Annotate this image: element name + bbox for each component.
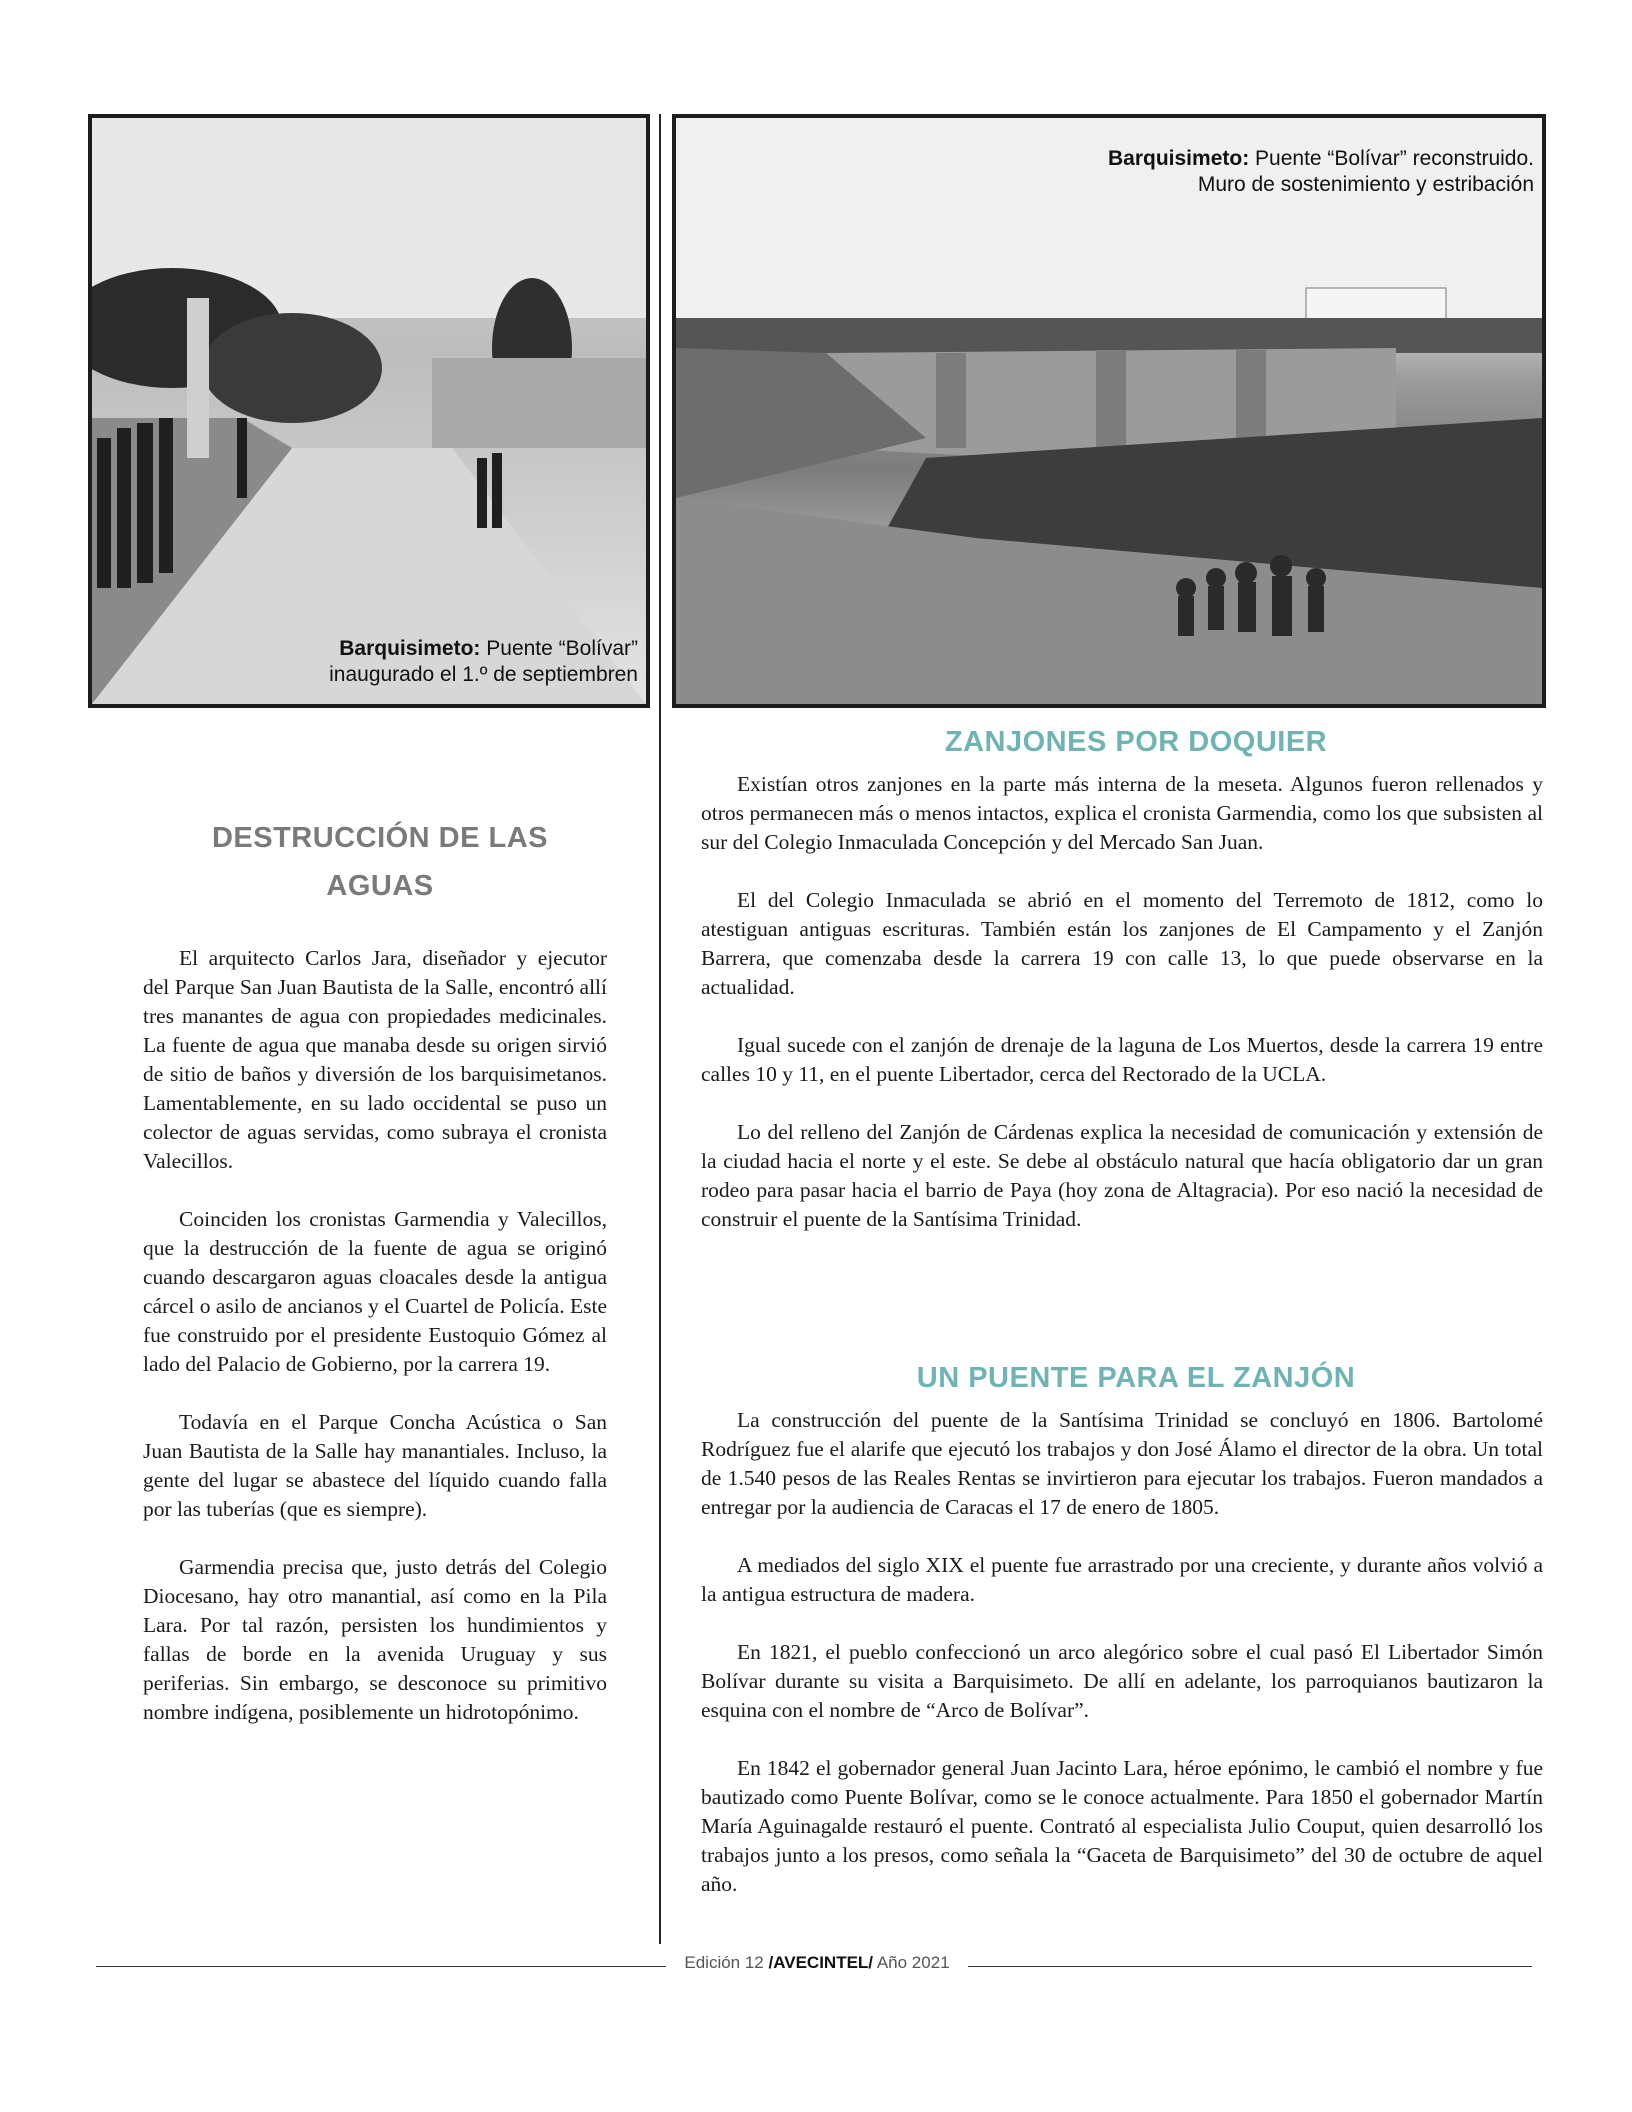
footer-magazine: /AVECINTEL/ [768, 1953, 874, 1972]
footer-rule-right [968, 1966, 1532, 1967]
heading-un-puente-para-el-zanjon: UN PUENTE PARA EL ZANJÓN [916, 1362, 1356, 1394]
left-paragraph: Coinciden los cronistas Garmendia y Valecillos, que la destrucción de la fuente de agua se originó cuando descargaron aguas cloacales desde la antigua cárcel o asilo de ancianos y el Cuartel de Policía. Este fue construido por el presidente Eustoquio Gómez al lado del Palacio de Gobierno, por la carrera 19. [143, 1207, 607, 1376]
right-paragraph: Existían otros zanjones en la parte más interna de la meseta. Algunos fueron rellenados y otros permanecen más o menos intactos, explica el cronista Garmendia, como los que subsisten al sur del Colegio Inmaculada Concepción y del Mercado San Juan. [701, 772, 1543, 854]
photo-puente-bolivar-reconstruido [672, 114, 1546, 708]
bridge-wall-illustration [676, 118, 1542, 704]
column-divider [659, 114, 661, 1944]
heading-left-line2: AGUAS [326, 870, 434, 902]
right-paragraph: En 1821, el pueblo confeccionó un arco alegórico sobre el cual pasó El Libertador Simón Bolívar durante su visita a Barquisimeto. De allí en adelante, los parroquianos bautizaron la esquina con el nombre de “Arco de Bolívar”. [701, 1640, 1543, 1722]
right-article-section-2 [701, 1406, 1543, 1928]
right-article-section-1 [701, 770, 1543, 1263]
left-paragraph: Todavía en el Parque Concha Acústica o San Juan Bautista de la Salle hay manantiales. Incluso, la gente del lugar se abastece del líquido cuando falla por las tuberías (que es siempre). [143, 1410, 607, 1521]
heading-zanjones-por-doquier: ZANJONES POR DOQUIER [944, 726, 1328, 758]
caption-right-place: Barquisimeto: [1108, 147, 1250, 170]
caption-left-line2: inaugurado el 1.º de septiembren [329, 663, 638, 686]
footer-year: Año 2021 [876, 1953, 950, 1972]
heading-left-line1: DESTRUCCIÓN DE LAS [211, 822, 549, 854]
right-paragraph: En 1842 el gobernador general Juan Jacinto Lara, héroe epónimo, le cambió el nombre y fue bautizado como Puente Bolívar, como se le conoce actualmente. Para 1850 el gobernador Martín María Aguinagalde restauró el puente. Contrató al especialista Julio Couput, quien desarrolló los trabajos junto a los presos, como señala la “Gaceta de Barquisimeto” del 30 de octubre de aquel año. [701, 1756, 1543, 1896]
page-footer [666, 1953, 968, 1973]
right-paragraph: Igual sucede con el zanjón de drenaje de la laguna de Los Muertos, desde la carrera 19 entre calles 10 y 11, en el puente Libertador, cerca del Rectorado de la UCLA. [701, 1033, 1543, 1086]
left-paragraph: Garmendia precisa que, justo detrás del Colegio Diocesano, hay otro manantial, así como en la Pila Lara. Por tal razón, persisten los hundimientos y fallas de borde en la avenida Uruguay y sus periferias. Sin embargo, se desconoce su primitivo nombre indígena, posiblemente un hidrotopónimo. [143, 1555, 607, 1724]
left-paragraph: El arquitecto Carlos Jara, diseñador y ejecutor del Parque San Juan Bautista de la Salle, encontró allí tres manantes de agua con propiedades medicinales. La fuente de agua que manaba desde su origen sirvió de sitio de baños y diversión de los barquisimetanos. Lamentablemente, en su lado occidental se puso un colector de aguas servidas, como subraya el cronista Valecillos. [143, 946, 607, 1173]
photo-caption-left [329, 636, 638, 688]
right-paragraph: Lo del relleno del Zanjón de Cárdenas explica la necesidad de comunicación y extensión de la ciudad hacia el norte y el este. Se debe al obstáculo natural que hacía obligatorio dar un gran rodeo para pasar hacia el barrio de Paya (hoy zona de Altagracia). Por eso nació la necesidad de construir el puente de la Santísima Trinidad. [701, 1120, 1543, 1231]
right-paragraph: El del Colegio Inmaculada se abrió en el momento del Terremoto de 1812, como lo atestiguan antiguas escrituras. También están los zanjones de El Campamento y el Zanjón Barrera, que comenzaba desde la carrera 19 con calle 13, lo que puede observarse en la actualidad. [701, 888, 1543, 999]
right-paragraph: La construcción del puente de la Santísima Trinidad se concluyó en 1806. Bartolomé Rodríguez fue el alarife que ejecutó los trabajos y don José Álamo el director de la obra. Un total de 1.540 pesos de las Reales Rentas se invirtieron para ejecutar los trabajos. Fueron mandados a entregar por la audiencia de Caracas el 17 de enero de 1805. [701, 1408, 1543, 1519]
photo-puente-bolivar-inauguracion [88, 114, 650, 708]
footer-rule-left [96, 1966, 666, 1967]
photo-caption-right [1108, 146, 1534, 198]
street-scene-illustration [92, 118, 646, 704]
caption-left-title: Puente “Bolívar” [480, 637, 638, 660]
heading-destruccion-de-las-aguas [140, 814, 620, 910]
caption-left-place: Barquisimeto: [339, 637, 481, 660]
left-article-column [143, 944, 607, 1756]
caption-right-line2: Muro de sostenimiento y estribación [1197, 173, 1534, 196]
right-paragraph: A mediados del siglo XIX el puente fue arrastrado por una creciente, y durante años volvió a la antigua estructura de madera. [701, 1553, 1543, 1606]
footer-edition: Edición 12 [684, 1953, 764, 1972]
caption-right-title: Puente “Bolívar” reconstruido. [1249, 147, 1534, 170]
